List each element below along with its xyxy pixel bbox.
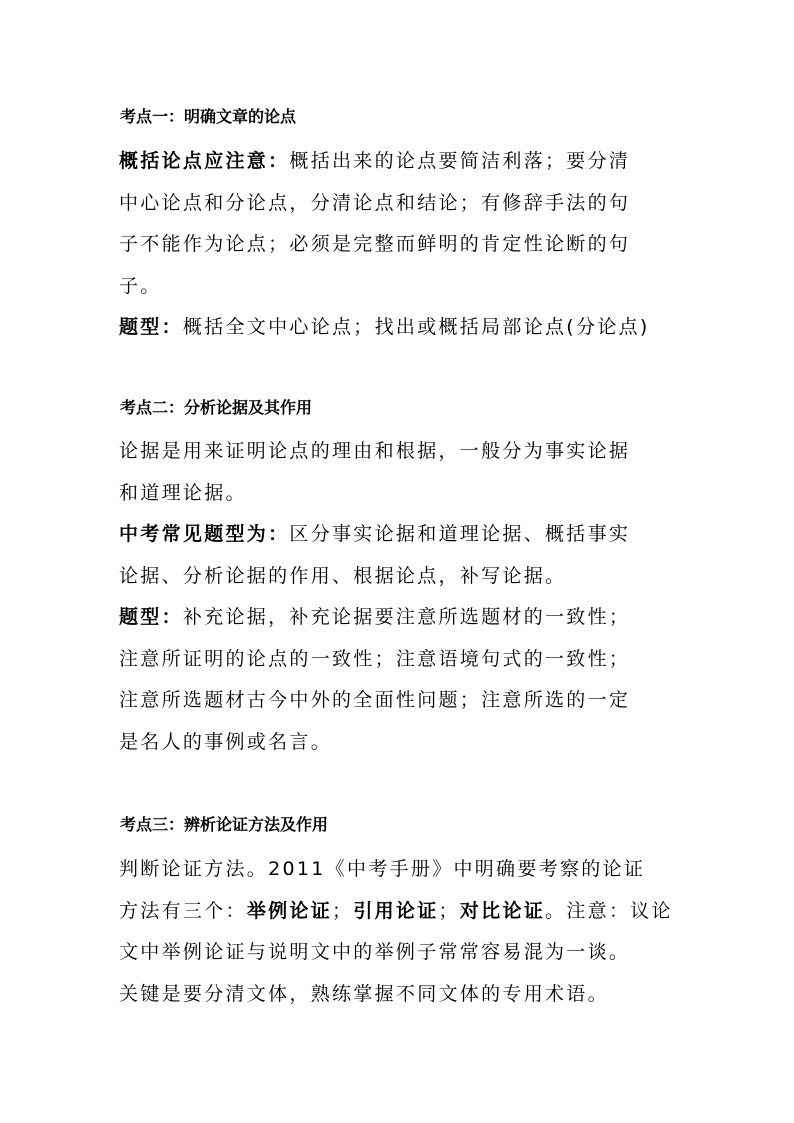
section1-summary-paragraph	[119, 141, 689, 307]
section1-summary-line-2: 中心论点和分论点，分清论点和结论；有修辞手法的句	[119, 191, 631, 214]
section1-heading: 考点一：明确文章的论点	[120, 107, 297, 126]
section2-common-line-1	[119, 514, 689, 556]
section2-common-label: 中考常见题型为：	[119, 523, 290, 545]
section3-line-2	[119, 891, 689, 933]
section2-type-line-3: 注意所选题材古今中外的全面性问题；注意所选的一定	[119, 689, 631, 711]
section3-line-2-suffix: 。注意：议论	[545, 899, 673, 922]
section2-type-text-1: 补充论据，补充论据要注意所选题材的一致性；	[182, 606, 631, 628]
section2-type-label: 题型：	[119, 606, 183, 628]
section2-type-paragraph	[119, 597, 689, 763]
section2-common-text-1: 区分事实论据和道理论据、概括事实	[289, 523, 631, 545]
section2-heading: 考点二：分析论据及其作用	[120, 398, 313, 417]
section1-summary-text-1: 概括出来的论点要简洁利落；要分清	[289, 150, 631, 172]
section1-type-paragraph	[119, 307, 689, 349]
section3-line-2-prefix: 方法有三个：	[119, 899, 247, 922]
section1-type-label: 题型：	[119, 316, 183, 338]
section3-heading: 考点三：辨析论证方法及作用	[120, 815, 329, 834]
section1-type-text: 概括全文中心论点；找出或概括局部论点(分论点)	[182, 316, 650, 338]
section2-intro-paragraph	[119, 431, 689, 514]
section1-summary-label: 概括论点应注意：	[119, 150, 290, 172]
section2-type-line-2: 注意所证明的论点的一致性；注意语境句式的一致性；	[119, 647, 631, 670]
section3-paragraph	[119, 849, 689, 1015]
section1-summary-line-4: 子。	[119, 274, 162, 297]
section1-type-line	[119, 307, 689, 349]
method-example-argument: 举例论证	[246, 899, 333, 922]
section3-line-1: 判断论证方法。2011《中考手册》中明确要考察的论证	[119, 858, 646, 880]
section2-intro-line-2: 和道理论据。	[119, 481, 247, 504]
section1-summary-line-1	[119, 141, 689, 183]
method-separator-1: ；	[332, 899, 354, 922]
section2-type-line-4: 是名人的事例或名言。	[119, 730, 333, 753]
section3-line-3: 文中举例论证与说明文中的举例子常常容易混为一谈。	[119, 941, 631, 963]
section1-summary-line-3: 子不能作为论点；必须是完整而鲜明的肯定性论断的句	[119, 233, 631, 255]
section2-common-line-2: 论据、分析论据的作用、根据论点，补写论据。	[119, 564, 567, 587]
method-contrast-argument: 对比论证	[459, 899, 546, 922]
section2-common-paragraph	[119, 514, 689, 597]
method-quotation-argument: 引用论证	[353, 899, 439, 922]
section2-type-line-1	[119, 597, 689, 639]
method-separator-2: ；	[438, 899, 460, 922]
section2-intro-line-1: 论据是用来证明论点的理由和根据，一般分为事实论据	[119, 440, 631, 462]
section3-line-4: 关键是要分清文体，熟练掌握不同文体的专用术语。	[119, 982, 609, 1005]
